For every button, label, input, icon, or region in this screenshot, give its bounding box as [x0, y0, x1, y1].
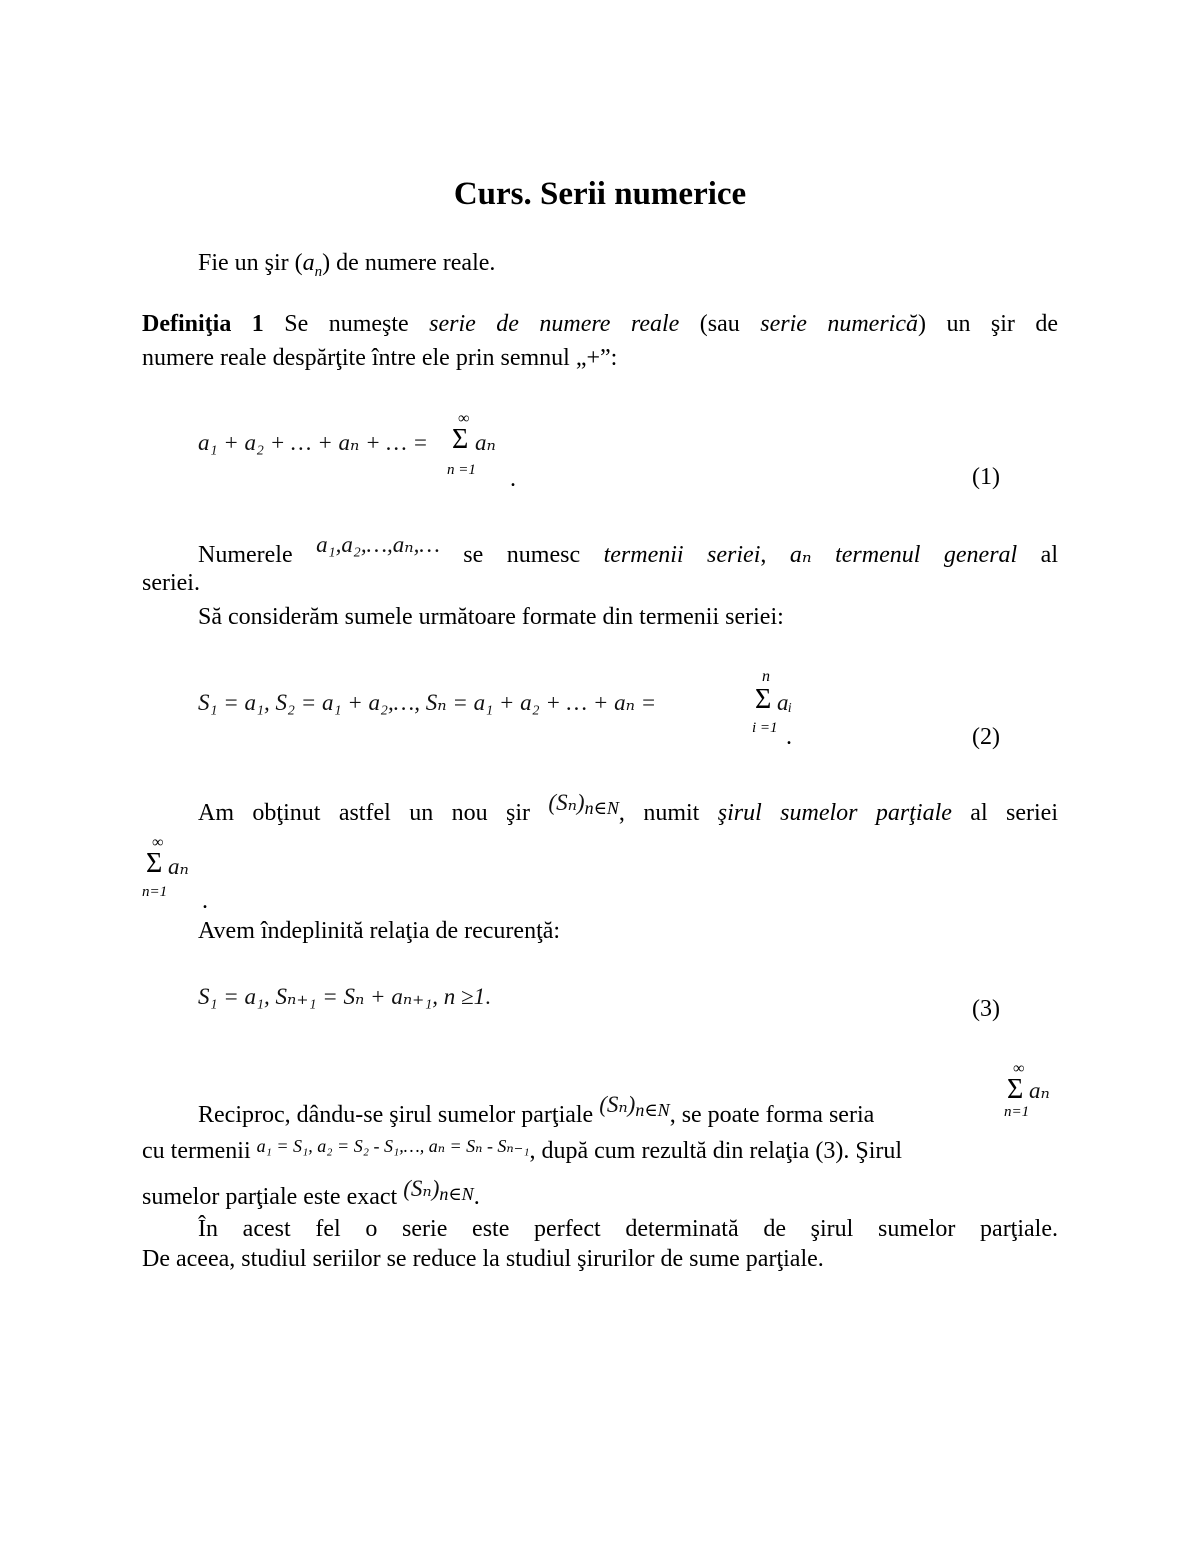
terms-line-1: Numerele a₁,a₂,…,aₙ,… se numesc termenii seriei, aₙ termenul general al — [198, 532, 1059, 568]
equation-number-3: (3) — [972, 996, 1000, 1022]
partial-sums-line-1: Am obţinut astfel un nou şir $(S_n)^{n\in N}$, numit şirul sumelor parţiale al seriei — [198, 790, 1058, 826]
reciprocal-sum-lower-limit: n=1 — [1004, 1104, 1030, 1120]
partial-sum-lower-limit: n=1 — [142, 884, 168, 900]
eq2-sum-upper-limit: n — [762, 668, 770, 685]
equation-number-1: (1) — [972, 464, 1000, 490]
partial-dot: . — [202, 888, 208, 914]
equation-3: S₁ = a₁, Sₙ₊₁ = Sₙ + aₙ₊₁, n ≥1. — [198, 984, 491, 1009]
reciprocal-sum-term: aₙ — [1029, 1078, 1050, 1103]
reciprocal-line-2: cu termenii $^{a_1 = S_1, a_2 = S_2 - S_1,\dots, a_n = S_n - S_{n-1}}$, după cum rezultă din relaţia (3). Şirul — [142, 1136, 903, 1164]
equation-1: a₁ + a₂ + … + aₙ + … = — [198, 430, 429, 455]
eq2-sum-lower-limit: i =1 — [752, 720, 778, 736]
eq1-sum-lower-limit: n =1 — [447, 462, 476, 478]
equation-2: S₁ = a₁, S₂ = a₁ + a₂,…, Sₙ = a₁ + a₂ + … + aₙ = — [198, 690, 657, 715]
reciprocal-line-1: Reciproc, dându-se şirul sumelor parţiale $(S_n)^{n\in N}$, se poate forma seria — [198, 1092, 875, 1128]
eq1-sum-term: aₙ — [475, 430, 496, 455]
eq1-dot: . — [510, 466, 516, 492]
reciprocal-sum-upper-limit: ∞ — [1013, 1060, 1025, 1077]
reciprocal-line-3: sumelor parţiale este exact (Sₙ)n∈N. — [142, 1176, 480, 1210]
eq1-sigma-symbol: Σ — [452, 424, 469, 455]
recurrence-line: Avem îndeplinită relaţia de recurenţă: — [198, 918, 561, 944]
page-title: Curs. Serii numerice — [453, 176, 747, 212]
definition-line-2: numere reale despărţite între ele prin semnul „+”: — [142, 345, 618, 371]
terms-line-2: seriei. — [142, 570, 200, 596]
conclusion-line-1: În acest fel o serie este perfect determinată de şirul sumelor parţiale. — [198, 1216, 1058, 1242]
consider-line: Să considerăm sumele următoare formate din termenii seriei: — [198, 604, 784, 630]
equation-number-2: (2) — [972, 724, 1000, 750]
definition-line-1: Definiţia 1 Se numeşte serie de numere reale (sau serie numerică) un şir de — [142, 311, 1059, 337]
eq1-sum-upper-limit: ∞ — [458, 410, 470, 427]
partial-sum-upper-limit: ∞ — [152, 834, 164, 851]
conclusion-line-2: De aceea, studiul seriilor se reduce la studiul şirurilor de sume parţiale. — [142, 1246, 824, 1272]
eq2-sum-term: aᵢ — [777, 690, 793, 715]
eq2-dot: . — [786, 724, 792, 750]
reciprocal-sigma-symbol: Σ — [1007, 1074, 1024, 1105]
eq2-sigma-symbol: Σ — [755, 684, 772, 715]
partial-sigma-symbol: Σ — [146, 848, 163, 879]
intro-line: Fie un şir $(a_n)$ de numere reale. — [198, 250, 496, 280]
partial-sum-term: aₙ — [168, 854, 189, 879]
